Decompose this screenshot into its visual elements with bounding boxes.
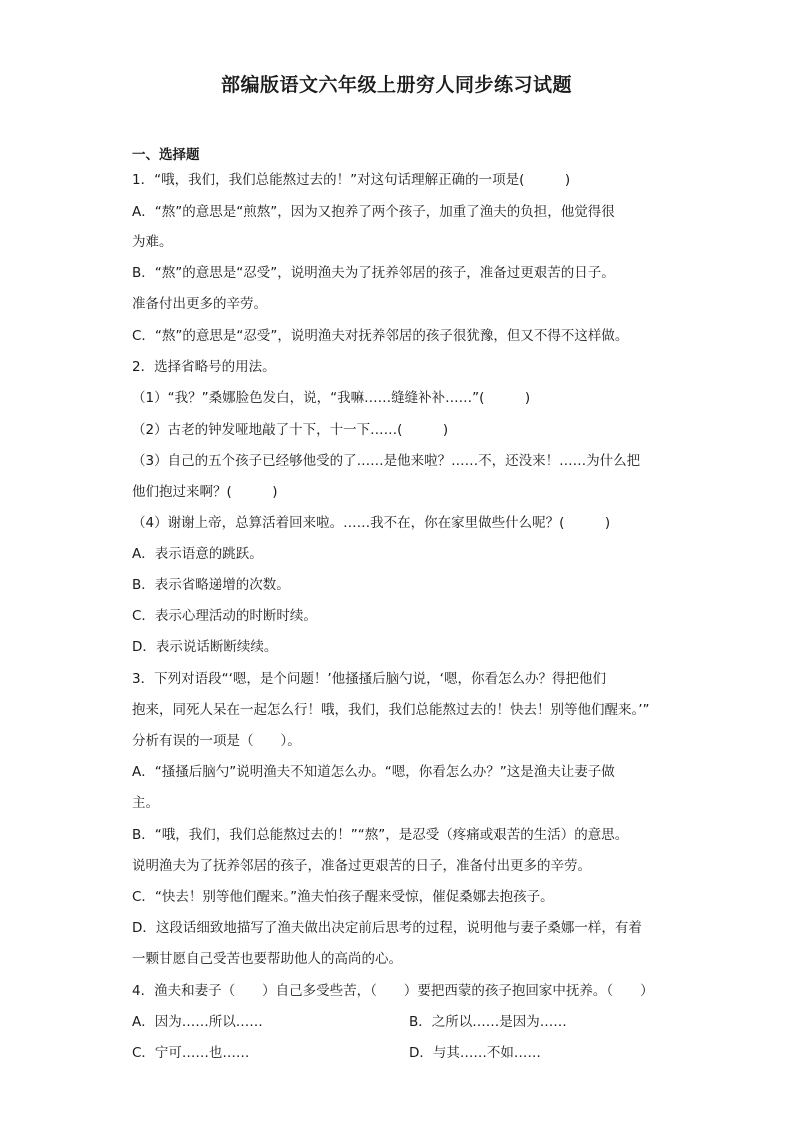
question-2-sentence-2: （2）古老的钟发哑地敲了十下，十一下……( ) [132,422,449,438]
question-4-option-c: C．宁可……也…… [132,1045,250,1061]
question-4-option-d: D．与其……不如…… [409,1045,541,1061]
question-1-option-b-cont: 准备付出更多的辛劳。 [132,296,267,312]
question-1-stem: 1．“哦，我们，我们总能熬过去的！”对这句话理解正确的一项是( ) [132,172,571,188]
question-2-sentence-1: （1）“我？”桑娜脸色发白，说，“我嘛……缝缝补补……”( ) [132,390,531,406]
question-1-option-a: A．“熬”的意思是“煎熬”，因为又抱养了两个孩子，加重了渔夫的负担，他觉得很 [132,204,615,220]
question-3-option-c: C．“快去！别等他们醒来。”渔夫怕孩子醒来受惊，催促桑娜去抱孩子。 [132,889,554,905]
question-3-option-b-cont: 说明渔夫为了抚养邻居的孩子，准备过更艰苦的日子，准备付出更多的辛劳。 [132,858,591,874]
question-1-option-b: B．“熬”的意思是“忍受”，说明渔夫为了抚养邻居的孩子，准备过更艰苦的日子。 [132,265,615,281]
question-2-sentence-4: （4）谢谢上帝，总算活着回来啦。……我不在，你在家里做些什么呢？( ) [132,515,611,531]
question-3-option-d-cont: 一颗甘愿自己受苦也要帮助他人的高尚的心。 [132,951,402,967]
question-3-stem-cont-1: 抱来，同死人呆在一起怎么行！哦，我们，我们总能熬过去的！快去！别等他们醒来。’” [132,702,650,718]
question-2-sentence-3: （3）自己的五个孩子已经够他受的了……是他来啦？……不，还没来！……为什么把 [132,453,641,469]
question-3-stem: 3．下列对语段“‘嗯，是个问题！’他搔搔后脑勺说，‘嗯，你看怎么办？得把他们 [132,671,606,687]
question-3-option-b: B．“哦，我们，我们总能熬过去的！”“熬”，是忍受（疼痛或艰苦的生活）的意思。 [132,827,629,843]
question-4-stem: 4．渔夫和妻子（ ）自己多受些苦，（ ）要把西蒙的孩子抱回家中抚养。（ ） [132,983,654,999]
question-4-option-a: A．因为……所以…… [132,1014,263,1030]
question-1-option-c: C．“熬”的意思是“忍受”，说明渔夫对抚养邻居的孩子很犹豫，但又不得不这样做。 [132,328,629,344]
question-1-option-a-cont: 为难。 [132,234,173,250]
page-title: 部编版语文六年级上册穷人同步练习试题 [220,74,572,96]
question-4-option-b: B．之所以……是因为…… [409,1014,567,1030]
section-heading: 一、选择题 [132,147,200,163]
question-3-option-d: D．这段话细致地描写了渔夫做出决定前后思考的过程，说明他与妻子桑娜一样，有着 [132,920,642,936]
question-3-option-a: A．“搔搔后脑勺”说明渔夫不知道怎么办。“嗯，你看怎么办？”这是渔夫让妻子做 [132,764,615,780]
question-2-option-b: B．表示省略递增的次数。 [132,577,290,593]
question-2-option-a: A．表示语意的跳跃。 [132,546,263,562]
question-2-stem: 2．选择省略号的用法。 [132,359,276,375]
question-2-option-c: C．表示心理活动的时断时续。 [132,608,317,624]
question-2-option-d: D．表示说话断断续续。 [132,639,278,655]
question-3-stem-cont-2: 分析有误的一项是（ ）。 [132,733,301,749]
question-2-sentence-3-cont: 他们抱过来啊？( ) [132,484,278,500]
question-3-option-a-cont: 主。 [132,795,159,811]
